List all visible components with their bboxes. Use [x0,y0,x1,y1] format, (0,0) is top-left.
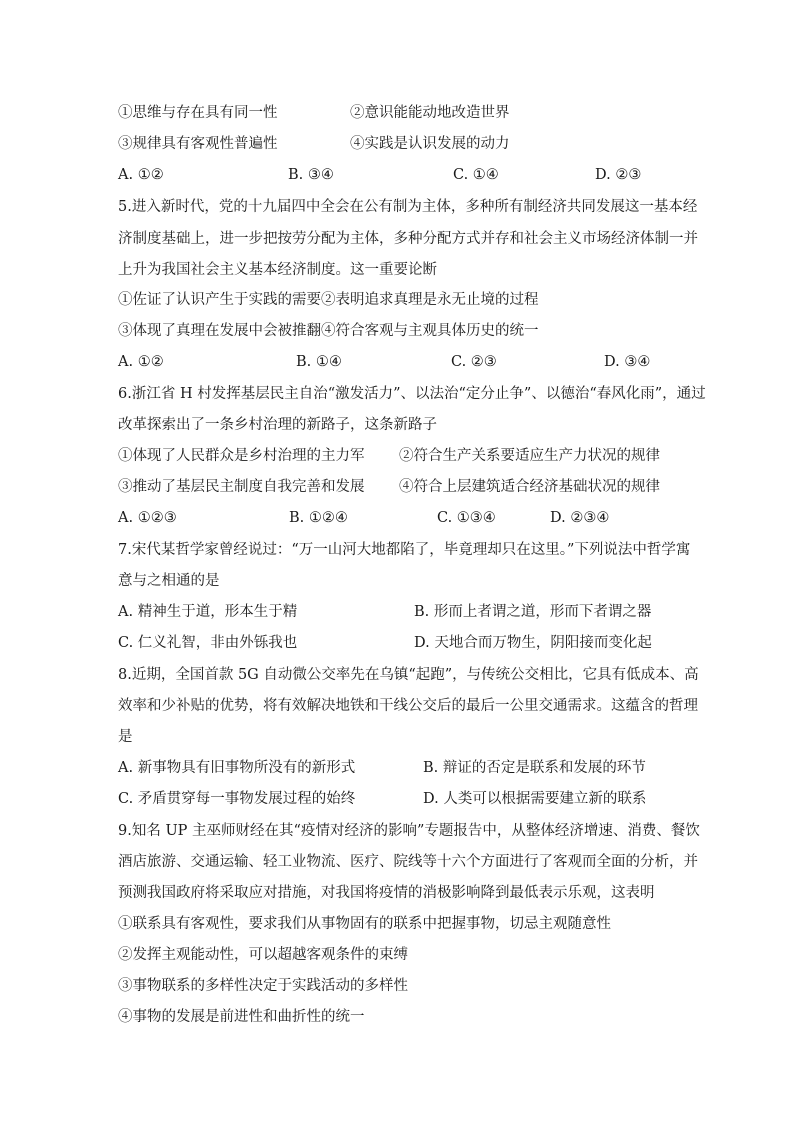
q4-choice-a: A. ①② [118,167,164,183]
q8-stem-line-3: 是 [118,729,133,745]
q5-choice-a: A. ①② [118,354,164,370]
q9-stem-line-2: 酒店旅游、交通运输、轻工业物流、医疗、院线等十六个方面进行了客观而全面的分析，并 [118,854,698,870]
q6-choice-b: B. ①②④ [289,510,348,526]
q5-choice-c: C. ②③ [451,354,497,370]
q7-choice-d: D. 天地合而万物生，阴阳接而变化起 [414,635,652,651]
q6-option-4: ④符合上层建筑适合经济基础状况的规律 [399,479,660,495]
q5-choice-b: B. ①④ [296,354,342,370]
q5-choice-d: D. ③④ [604,354,651,370]
q8-choice-d: D. 人类可以根据需要建立新的联系 [423,791,647,807]
q8-choice-a: A. 新事物具有旧事物所没有的新形式 [118,760,356,776]
q6-choice-c: C. ①③④ [437,510,496,526]
q7-stem-line-1: 7.宋代某哲学家曾经说过：“万一山河大地都陷了，毕竟理却只在这里。”下列说法中哲学寓 [118,542,691,558]
q6-choice-a: A. ①②③ [118,510,177,526]
q8-stem-line-2: 效率和少补贴的优势，将有效解决地铁和干线公交后的最后一公里交通需求。这蕴含的哲理 [118,698,698,714]
q5-stem-line-1: 5.进入新时代，党的十九届四中全会在公有制为主体，多种所有制经济共同发展这一基本经 [118,199,698,215]
q4-option-3: ③规律具有客观性普遍性 [118,136,278,152]
q5-options-1-2: ①佐证了认识产生于实践的需要②表明追求真理是永无止境的过程 [118,292,539,308]
q6-option-2: ②符合生产关系要适应生产力状况的规律 [399,448,660,464]
q4-choice-c: C. ①④ [453,167,499,183]
q5-stem-line-2: 济制度基础上，进一步把按劳分配为主体，多种分配方式并存和社会主义市场经济体制一并 [118,231,698,247]
q5-stem-line-3: 上升为我国社会主义基本经济制度。这一重要论断 [118,262,437,278]
q7-choice-a: A. 精神生于道，形本生于精 [118,604,298,620]
q6-stem-line-2: 改革探索出了一条乡村治理的新路子，这条新路子 [118,417,437,433]
q9-stem-line-3: 预测我国政府将采取应对措施，对我国将疫情的消极影响降到最低表示乐观，这表明 [118,885,655,901]
q4-option-1: ①思维与存在具有同一性 [118,105,278,121]
q6-option-1: ①体现了人民群众是乡村治理的主力军 [118,448,365,464]
q6-choice-d: D. ②③④ [550,510,610,526]
q4-choice-b: B. ③④ [288,167,334,183]
q9-option-3: ③事物联系的多样性决定于实践活动的多样性 [118,978,408,994]
q6-stem-line-1: 6.浙江省 H 村发挥基层民主自治“激发活力”、以法治“定分止争”、以德治“春风化雨”，通过 [118,386,706,402]
q8-choice-c: C. 矛盾贯穿每一事物发展过程的始终 [118,791,356,807]
q8-stem-line-1: 8.近期，全国首款 5G 自动微公交率先在乌镇“起跑”，与传统公交相比，它具有低成本、高 [118,667,699,683]
q5-options-3-4: ③体现了真理在发展中会被推翻④符合客观与主观具体历史的统一 [118,323,539,339]
q6-option-3: ③推动了基层民主制度自我完善和发展 [118,479,365,495]
q4-option-2: ②意识能能动地改造世界 [350,105,510,121]
q7-stem-line-2: 意与之相通的是 [118,573,220,589]
q4-choice-d: D. ②③ [595,167,642,183]
q7-choice-b: B. 形而上者谓之道，形而下者谓之器 [414,604,652,620]
q9-stem-line-1: 9.知名 UP 主巫师财经在其“疫情对经济的影响”专题报告中，从整体经济增速、消费、餐饮 [118,823,700,839]
q9-option-4: ④事物的发展是前进性和曲折性的统一 [118,1009,365,1025]
q7-choice-c: C. 仁义礼智，非由外铄我也 [118,635,298,651]
q4-option-4: ④实践是认识发展的动力 [350,136,510,152]
q9-option-2: ②发挥主观能动性，可以超越客观条件的束缚 [118,947,408,963]
q9-option-1: ①联系具有客观性，要求我们从事物固有的联系中把握事物，切忌主观随意性 [118,916,611,932]
q8-choice-b: B. 辩证的否定是联系和发展的环节 [423,760,646,776]
